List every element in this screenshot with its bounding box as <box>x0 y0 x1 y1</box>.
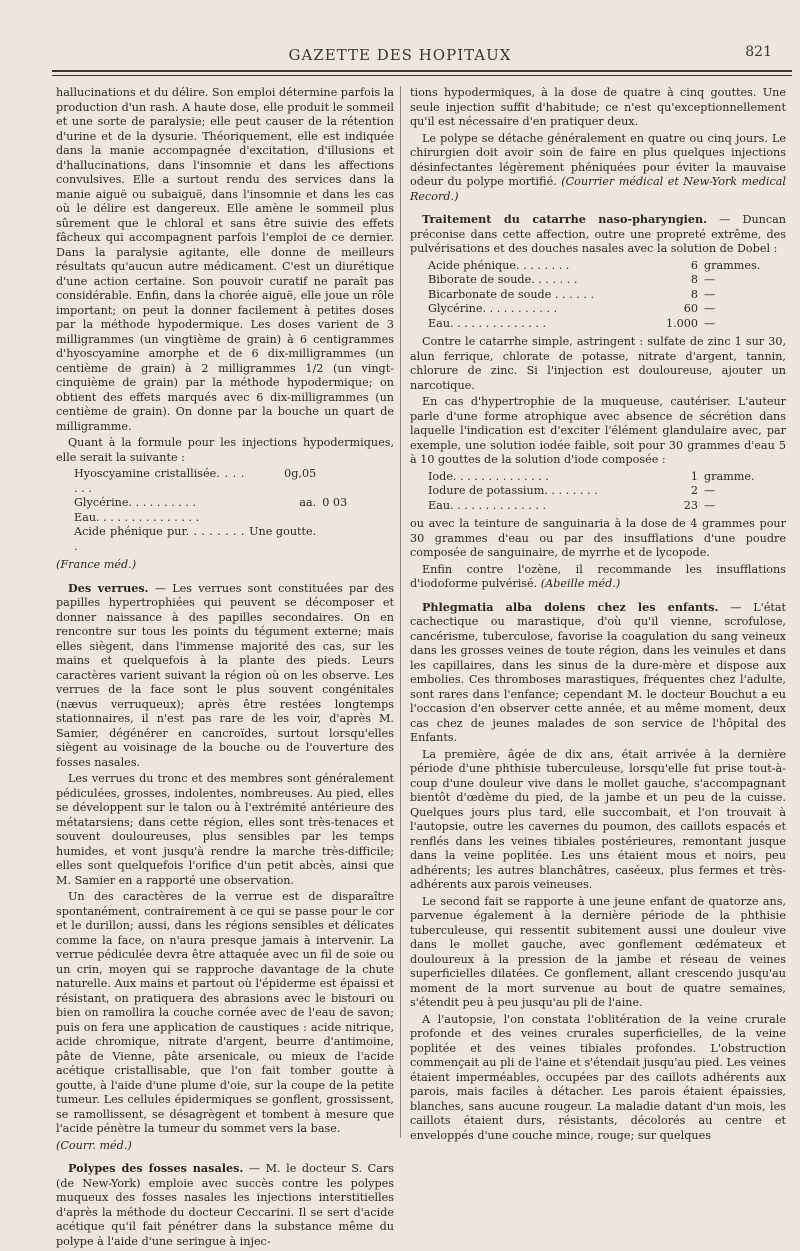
ingredient: Bicarbonate de soude . . . . . . <box>428 287 595 301</box>
formula-dobel <box>428 259 786 332</box>
formula-row <box>428 499 786 514</box>
ingredient: Eau. . . . . . . . . . . . . . <box>428 498 547 512</box>
ingredient: Acide phénique. . . . . . . . <box>428 258 570 272</box>
paragraph <box>410 600 786 746</box>
ingredient: Biborate de soude. . . . . . . <box>428 273 578 286</box>
right-column <box>410 86 786 1145</box>
paragraph: En cas d'hypertrophie de la muqueuse, cautériser. L'auteur parle d'une forme atrophique avec absence de sécrétion dans laquelle l'indication est d'exciter l'élément glandulaire avec, par exemple, une solution iodée faible, soit pour 30 grammes d'eau 5 à 10 gouttes de la solution d'iode composée : <box>410 395 786 466</box>
formula-row <box>428 470 786 485</box>
formula-row <box>428 484 786 499</box>
paragraph: La première, âgée de dix ans, était arrivée à la dernière période d'une phthisie tuberculeuse, lorsqu'elle fut prise tout-à-coup d'une douleur vive dans le mollet gauche, s'accompagnant bientôt d'œdème du pied, de la jambe et un peu de la cuisse. Quelques jours plus tard, elle succombait, et l'on trouvait à l'autopsie, outre les cavernes du poumon, des caillots espacés et renflés dans les veines tibiales postérieures, remontant jusque dans la veine poplitée. Les uns étaient mous et noirs, peu adhérents; les autres blanchâtres, caséeux, plus fermes et très-adhérents aux parois veineuses. <box>410 747 786 891</box>
formula-row <box>74 496 394 511</box>
paragraph-text: Le polype se détache généralement en quatre ou cinq jours. Le chirurgien doit avoir soin de faire en plus quelques injections désinfectantes légèrement phéniquées pour éviter la mauvaise odeur du polype mortifié. <box>410 131 786 188</box>
unit: — <box>704 302 716 315</box>
unit: — <box>704 316 716 330</box>
paragraph: hallucinations et du délire. Son emploi détermine parfois la production d'un rash. A haute dose, elle produit le sommeil et une sorte de paralysie; elle peut causer de la rétention d'urine et de la dysurie. Théoriquement, elle est indiquée dans la manie accompagnée d'excitation, d'illusions et d'hallucinations, dans l'insomnie et dans les affections convulsives. Elle a surtout rendu des services dans la manie aiguë ou subaiguë, dans l'insomnie et dans les cas où le délire est dangereux. Elle amène le sommeil plus sûrement que le chloral et sans être suivie des effets fâcheux qui accompagnent parfois l'emploi de ce dernier. Dans la paralysie agitante, elle donne de meilleurs résultats qu'aucun autre médicament. C'est un diurétique d'une action certaine. Son pouvoir curatif ne paraît pas considérable. Enfin, dans la chorée aiguë, elle joue un rôle important; on peut la donner facilement à petites doses par la méthode hypodermique. Les doses varient de 3 milligrammes (un vingtième de grain) à 6 centigrammes d'hyoscyamine amorphe et de 6 dix-milligrammes (un centième de grain) à 2 milligrammes 1/2 (un vingt-cinquième de grain) par la méthode hypodermique; on obtient des effets marqués avec 6 dix-milligrammes (un centième de grain). On donne par la bouche un quart de milligramme. <box>56 86 394 433</box>
ingredient: Eau. . . . . . . . . . . . . . <box>428 316 547 330</box>
ingredient: Iodure de potassium. . . . . . . . <box>428 484 598 497</box>
quantity: 2 <box>690 484 698 497</box>
paragraph <box>56 1161 394 1249</box>
unit: gramme. <box>704 469 755 483</box>
section-polypes <box>56 1161 394 1249</box>
header-rule-thin <box>52 75 792 76</box>
header-rule <box>52 70 792 72</box>
paragraph: Les verrues du tronc et des membres sont généralement pédiculées, grosses, indolentes, nombreuses. Au pied, elles se développent sur le talon ou à l'extrémité antérieure des métatarsiens; dans cette région, elles sont très-tenaces et souvent douloureuses, plus sensibles par les temps humides, et vont jusqu'à rendre la marche très-difficile; elles sont quelquefois l'orifice d'un petit abcès, ainsi que M. Samier en a rapporté une observation. <box>56 772 394 887</box>
paragraph: Le second fait se rapporte à une jeune enfant de quatorze ans, parvenue également à la dernière période de la phthisie tuberculeuse, qui ressentit subitement aussi une douleur vive dans le mollet gauche, avec gonflement œdémateux et douloureux à la pression de la jambe et réseau de veines superficielles dilatées. Ce gonflement, allant crescendo jusqu'au moment de la mort survenue au bout de quatre semaines, s'étendit peu à peu jusqu'au pli de l'aine. <box>410 894 786 1009</box>
paragraph <box>410 212 786 257</box>
quantity: 6 <box>690 258 698 272</box>
formula-row <box>428 288 786 303</box>
unit: — <box>704 498 716 512</box>
source-citation: (France méd.) <box>56 558 137 571</box>
unit: 0 03 <box>322 496 348 509</box>
paragraph: Quant à la formule pour les injections hypodermiques, elle serait la suivante : <box>56 436 394 464</box>
formula-row <box>74 525 394 554</box>
ingredient: Hyoscyamine cristallisée. . . . . . . <box>74 467 245 495</box>
quantity <box>244 511 316 526</box>
ingredient: Iode. . . . . . . . . . . . . . <box>428 469 549 483</box>
source-citation: (Courr. méd.) <box>56 1138 132 1152</box>
section-phlegmatia <box>410 600 786 1144</box>
unit: — <box>704 484 716 497</box>
section-heading: Traitement du catarrhe naso-pharyngien. <box>422 212 708 226</box>
paragraph: Un des caractères de la verrue est de disparaître spontanément, contrairement à ce qui se passe pour le cor et le durillon; aussi, dans les régions sensibles et délicates comme la face, on n'aura presque jamais à intervenir. La verrue pédiculée devra être attaquée avec un fil de soie ou un crin, moyen qui se rapproche davantage de la chute naturelle. Aux mains et partout où l'épiderme est épaissi et résistant, on pratiquera des abrasions avec le bistouri ou bien on ramollira la couche cornée avec de l'eau de savon; puis on fera une application de caustiques : acide nitrique, acide chromique, nitrate d'argent, beurre d'antimoine, pâte de Vienne, pâte arsenicale, ou mieux de l'acide acétique cristallisable, que l'on fait tomber goutte à goutte, à l'aide d'une plume d'oie, sur la coupe de la petite tumeur. Les cellules épidermiques se gonflent, grossissent, se ramollissent, se désagrègent et tombent à mesure que l'acide pénètre la tumeur du sommet vers la base. <box>56 890 394 1135</box>
quantity: 23 <box>683 498 698 512</box>
quantity: 60 <box>683 302 698 315</box>
formula-row <box>428 273 786 288</box>
ingredient: Acide phénique pur. . . . . . . . . <box>74 525 245 553</box>
column-divider <box>400 86 401 1138</box>
paragraph: A l'autopsie, l'on constata l'oblitération de la veine crurale profonde et des veines crurales superficielles, de la veine poplitée et des veines tibiales profondes. L'obstruction commençait au pli de l'aine et s'étendait jusqu'au pied. Les veines étaient imperméables, occupées par des caillots adhérents aux parois, mais faciles à détacher. Les parois étaient épaissies, blanches, sans aucune rougeur. La maladie datant d'un mois, les caillots étaient durs, résistants, décolorés au centre et enveloppés d'une couche mince, rouge; sur quelques <box>410 1012 786 1142</box>
formula-row <box>428 302 786 317</box>
formula-row <box>74 467 394 496</box>
quantity: 8 <box>690 287 698 301</box>
paragraph <box>410 563 786 592</box>
unit <box>316 525 394 554</box>
section-lead: — L'état cachectique ou marastique, d'où qu'il vienne, scrofulose, cancérisme, tuberculose, favorise la coagulation du sang veineux dans les grosses veines de toute région, dans les veinules et dans les capillaires, dans les sinus de la dure-mère et dispose aux embolies. Ces thromboses marastiques, fréquentes chez l'adulte, sont rares dans l'enfance; cependant M. le docteur Bouchut a eu l'occasion d'en observer cette année, et au même moment, deux cas chez de jeunes malades de son service de l'hôpital des Enfants. <box>410 600 786 744</box>
quantity: 1.000 <box>665 316 698 330</box>
ingredient: Glycérine. . . . . . . . . . <box>74 496 197 509</box>
section-verrues <box>56 581 394 1154</box>
source-citation: (Abeille méd.) <box>540 577 621 590</box>
paragraph <box>410 132 786 205</box>
paragraph: Contre le catarrhe simple, astringent : sulfate de zinc 1 sur 30, alun ferrique, chlorate de potasse, nitrate d'argent, tannin, chlorure de zinc. Si l'injection est douloureuse, ajouter un narcotique. <box>410 335 786 392</box>
quantity: 8 <box>690 273 698 286</box>
source-citation: (Courrier médical et New-York medical Record.) <box>410 175 786 203</box>
section-catarrhe <box>410 212 786 592</box>
quantity: Une goutte. <box>249 525 317 538</box>
unit: — <box>704 287 716 301</box>
journal-title: GAZETTE DES HOPITAUX <box>288 46 512 64</box>
section-lead: — Duncan préconise dans cette affection, outre une propreté extrême, des pulvérisations et des douches nasales avec la solution de Dobel : <box>410 213 786 255</box>
paragraph: tions hypodermiques, à la dose de quatre à cinq gouttes. Une seule injection suffit d'habitude; ce n'est qu'exceptionnellement qu'il est nécessaire d'en pratiquer deux. <box>410 86 786 128</box>
paragraph-text: Enfin contre l'ozène, il recommande les insufflations d'iodoforme pulvérisé. <box>410 562 786 590</box>
unit: grammes. <box>704 258 761 272</box>
unit <box>316 467 394 496</box>
paragraph <box>56 581 394 771</box>
section-lead: — M. le docteur S. Cars (de New-York) emploie avec succès contre les polypes muqueux des fosses nasales les injections interstitielles d'après la méthode du docteur Ceccarini. Il se sert d'acide acétique qu'il fait pénétrer dans la substance même du polype à l'aide d'une seringue à injec- <box>56 1162 394 1248</box>
section-heading: Phlegmatia alba dolens chez les enfants. <box>422 599 719 614</box>
section-heading: Des verrues. <box>68 580 149 595</box>
formula-iode <box>428 470 786 514</box>
formula-hyoscyamine <box>74 467 394 554</box>
page-number: 821 <box>745 44 772 60</box>
ingredient: Glycérine. . . . . . . . . . . <box>428 302 558 315</box>
quantity: 0g,05 <box>284 467 317 480</box>
unit: — <box>704 273 716 286</box>
left-column <box>56 86 394 1251</box>
quantity: 1 <box>690 469 698 483</box>
paragraph: ou avec la teinture de sanguinaria à la dose de 4 grammes pour 30 grammes d'eau ou par des insufflations d'une poudre composée de sanguinaire, de myrrhe et de lycopode. <box>410 517 786 559</box>
section-heading: Polypes des fosses nasales. <box>68 1161 244 1175</box>
formula-row <box>428 317 786 332</box>
section-lead: — Les verrues sont constituées par des papilles hypertrophiées qui peuvent se décomposer et donner naissance à des papilles secondaires. On en rencontre sur tous les points du tégument externe; mais elles siègent, dans l'immense majorité des cas, sur les mains et quelquefois à la plante des pieds. Leurs caractères varient suivant la région où on les observe. Les verrues de la face sont le plus souvent congénitales (nævus verruqueux); après être restées longtemps stationnaires, il n'est pas rare de les voir, d'après M. Samier, dégénérer en cancroïdes, surtout lorsqu'elles siègent au voisinage de la bouche ou de l'ouverture des fosses nasales. <box>56 581 394 769</box>
quantity: aa. <box>299 496 317 509</box>
formula-row <box>428 259 786 274</box>
unit <box>316 511 394 526</box>
formula-row <box>74 511 394 526</box>
ingredient: Eau. . . . . . . . . . . . . . . <box>74 510 200 524</box>
